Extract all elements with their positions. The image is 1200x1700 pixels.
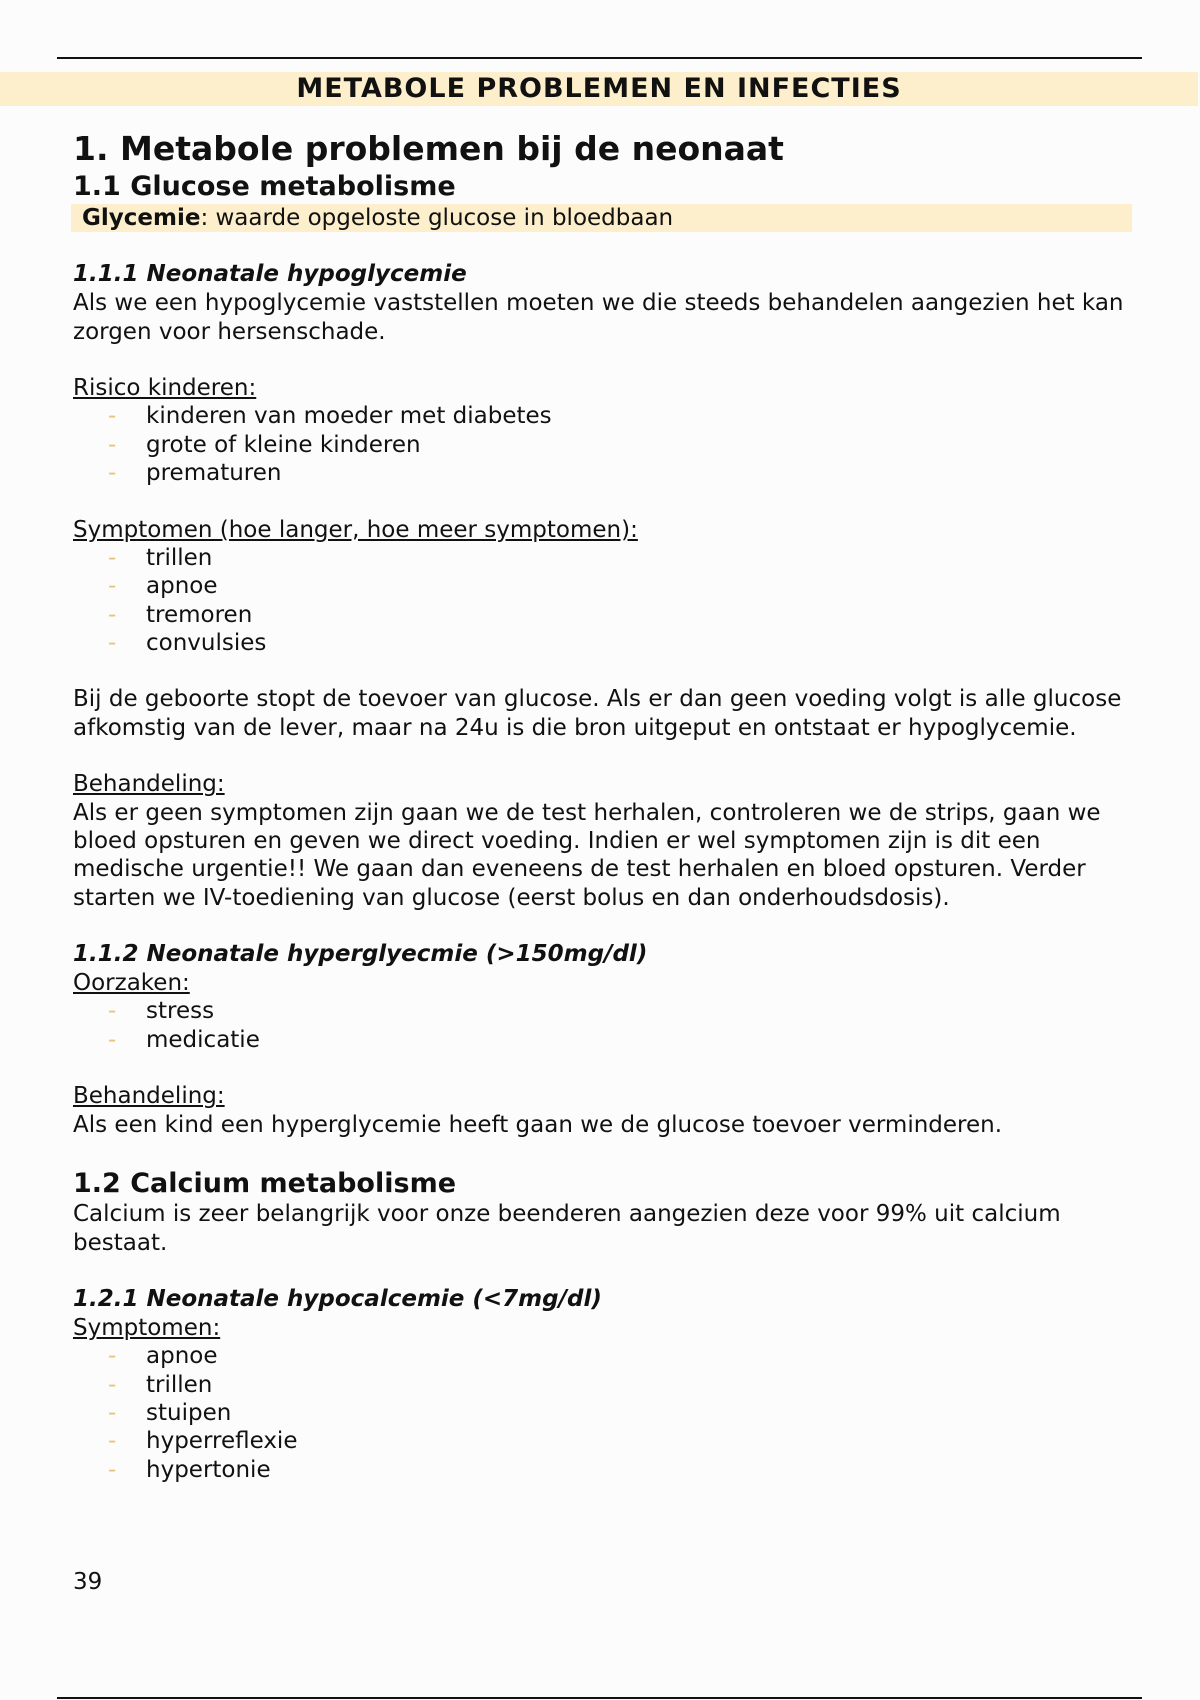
- list-item: - convulsies: [108, 629, 267, 656]
- page-content: [73, 128, 1133, 1484]
- dash-bullet-icon: -: [108, 403, 117, 430]
- list-item: - stuipen: [108, 1399, 232, 1426]
- risk-list: [73, 402, 1133, 487]
- dash-bullet-icon: -: [108, 998, 117, 1025]
- dash-bullet-icon: -: [108, 544, 117, 571]
- list-item: - apnoe: [108, 1343, 218, 1370]
- dash-bullet-icon: -: [108, 1428, 117, 1455]
- dash-bullet-icon: -: [108, 1456, 117, 1483]
- hyper-treatment-paragraph: Als een kind een hyperglycemie heeft gaan we de glucose toevoer verminderen.: [73, 1111, 1003, 1138]
- list-item: - trillen: [108, 1371, 213, 1398]
- chapter-banner: METABOLE PROBLEMEN EN INFECTIES: [0, 72, 1198, 106]
- dash-bullet-icon: -: [108, 1371, 117, 1398]
- causes-label: Oorzaken:: [73, 970, 190, 997]
- birth-paragraph: Bij de geboorte stopt de toevoer van glucose. Als er dan geen voeding volgt is alle glucose afkomstig van de lever, maar na 24u is die bron uitgeput en ontstaat er hypoglycemie.: [73, 686, 1122, 741]
- glucose-heading: 1.1 Glucose metabolisme: [73, 171, 456, 202]
- list-item: - tremoren: [108, 601, 253, 628]
- hyperglycemie-heading: 1.1.2 Neonatale hyperglyecmie (>150mg/dl): [73, 941, 648, 968]
- list-item: - hyperreflexie: [108, 1428, 298, 1455]
- top-rule: [57, 57, 1142, 59]
- hyper-treatment-label: Behandeling:: [73, 1083, 225, 1110]
- list-item: - prematuren: [108, 460, 282, 487]
- causes-list: [73, 997, 1133, 1054]
- dash-bullet-icon: -: [108, 431, 117, 458]
- hypocalcemie-heading: 1.2.1 Neonatale hypocalcemie (<7mg/dl): [73, 1286, 602, 1313]
- section-title: 1. Metabole problemen bij de neonaat: [73, 129, 784, 168]
- dash-bullet-icon: -: [108, 460, 117, 487]
- symptoms-label: Symptomen (hoe langer, hoe meer symptomen):: [73, 516, 638, 543]
- glycemie-definition: [71, 204, 1132, 232]
- definition-term: Glycemie: [82, 205, 201, 231]
- calcium-symptoms-label: Symptomen:: [73, 1315, 221, 1342]
- calcium-heading: 1.2 Calcium metabolisme: [73, 1168, 457, 1200]
- treatment-paragraph: Als er geen symptomen zijn gaan we de test herhalen, controleren we de strips, gaan we bloed opsturen en geven we direct voeding. Indien er wel symptomen zijn is dit een medische urgentie!! We gaan dan eveneens de test herhalen en bloed opsturen. Verder starten we IV-toediening van glucose (eerst bolus en dan onderhoudsdosis).: [73, 799, 1101, 911]
- hypoglycemie-heading: 1.1.1 Neonatale hypoglycemie: [73, 261, 467, 288]
- page-number: 39: [73, 1569, 103, 1595]
- dash-bullet-icon: -: [108, 1343, 117, 1370]
- list-item: - hypertonie: [108, 1456, 271, 1483]
- list-item: - medicatie: [108, 1026, 260, 1053]
- list-item: - kinderen van moeder met diabetes: [108, 403, 552, 430]
- list-item: - trillen: [108, 544, 213, 571]
- definition-text: : waarde opgeloste glucose in bloedbaan: [200, 205, 674, 231]
- calcium-symptoms-list: [73, 1342, 1133, 1483]
- dash-bullet-icon: -: [108, 1026, 117, 1053]
- dash-bullet-icon: -: [108, 601, 117, 628]
- symptoms-list: [73, 544, 1133, 657]
- bottom-rule: [57, 1697, 1142, 1699]
- list-item: - apnoe: [108, 573, 218, 600]
- hypoglycemie-intro: Als we een hypoglycemie vaststellen moeten we die steeds behandelen aangezien het kan zorgen voor hersenschade.: [73, 290, 1124, 345]
- dash-bullet-icon: -: [108, 629, 117, 656]
- dash-bullet-icon: -: [108, 1399, 117, 1426]
- list-item: - stress: [108, 998, 215, 1025]
- treatment-label: Behandeling:: [73, 771, 225, 798]
- risk-label: Risico kinderen:: [73, 375, 257, 402]
- dash-bullet-icon: -: [108, 573, 117, 600]
- calcium-intro: Calcium is zeer belangrijk voor onze beenderen aangezien deze voor 99% uit calcium bestaat.: [73, 1201, 1061, 1256]
- list-item: - grote of kleine kinderen: [108, 431, 421, 458]
